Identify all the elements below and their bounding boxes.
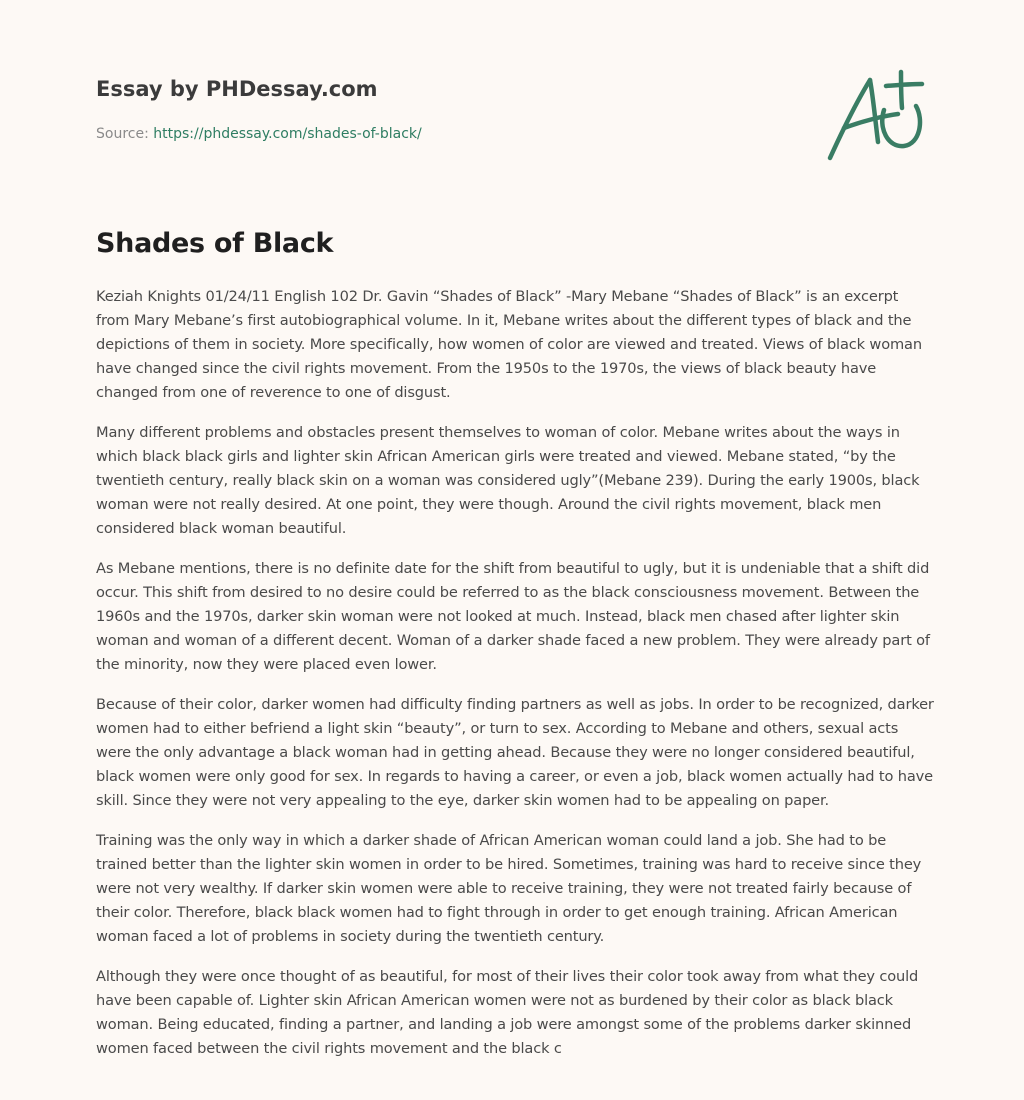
essay-paragraph: Training was the only way in which a darker shade of African American woman could land a job. She had to be trained better than the lighter skin women in order to be hired. Sometimes, training was hard to receive since they were not very wealthy. If darker skin women were able to receive training, they were not treated fairly because of their color. Therefore, black black women had to fight through in order to get enough training. African American woman faced a lot of problems in society during the twentieth century. [96, 832, 922, 945]
essay-paragraph: Keziah Knights 01/24/11 English 102 Dr. Gavin “Shades of Black” -Mary Mebane “Shades of Black” is an excerpt from Mary Mebane’s first autobiographical volume. In it, Mebane writes about the different types of black and the depictions of them in society. More specifically, how women of color are viewed and treated. Views of black woman have changed since the civil rights movement. From the 1950s to the 1970s, the views of black beauty have changed from one of reverence to one of disgust. [96, 288, 922, 401]
source-line [96, 124, 796, 144]
essay-paragraph: As Mebane mentions, there is no definite date for the shift from beautiful to ugly, but it is undeniable that a shift did occur. This shift from desired to no desire could be referred to as the black consciousness movement. Between the 1960s and the 1970s, darker skin woman were not looked at much. Instead, black men chased after lighter skin woman and woman of a different decent. Woman of a darker shade faced a new problem. They were already part of the minority, now they were placed even lower. [96, 560, 930, 673]
essay-paragraph: Although they were once thought of as beautiful, for most of their lives their color took away from what they could have been capable of. Lighter skin African American women were not as burdened by their color as black black woman. Being educated, finding a partner, and landing a job were amongst some of the problems darker skinned women faced between the civil rights movement and the black c [96, 968, 919, 1057]
brand-title: Essay by PHDessay.com [96, 77, 378, 101]
source-link[interactable]: https://phdessay.com/shades-of-black/ [153, 126, 422, 142]
essay-paragraph: Because of their color, darker women had difficulty finding partners as well as jobs. In order to be recognized, darker women had to either befriend a light skin “beauty”, or turn to sex. According to Mebane and others, sexual acts were the only advantage a black woman had in getting ahead. Because they were no longer considered beautiful, black women were only good for sex. In regards to having a career, or even a job, black women actually had to have skill. Since they were not very appealing to the eye, darker skin women had to be appealing on paper. [96, 696, 934, 809]
essay-body [96, 285, 934, 1077]
source-label: Source: [96, 126, 154, 142]
a-plus-logo-icon [820, 66, 930, 166]
essay-paragraph: Many different problems and obstacles present themselves to woman of color. Mebane writes about the ways in which black black girls and lighter skin African American girls were treated and viewed. Mebane stated, “by the twentieth century, really black skin on a woman was considered ugly”(Mebane 239). During the early 1900s, black woman were not really desired. At one point, they were though. Around the civil rights movement, black men considered black woman beautiful. [96, 424, 920, 537]
essay-header [96, 74, 796, 144]
essay-title: Shades of Black [96, 228, 334, 259]
